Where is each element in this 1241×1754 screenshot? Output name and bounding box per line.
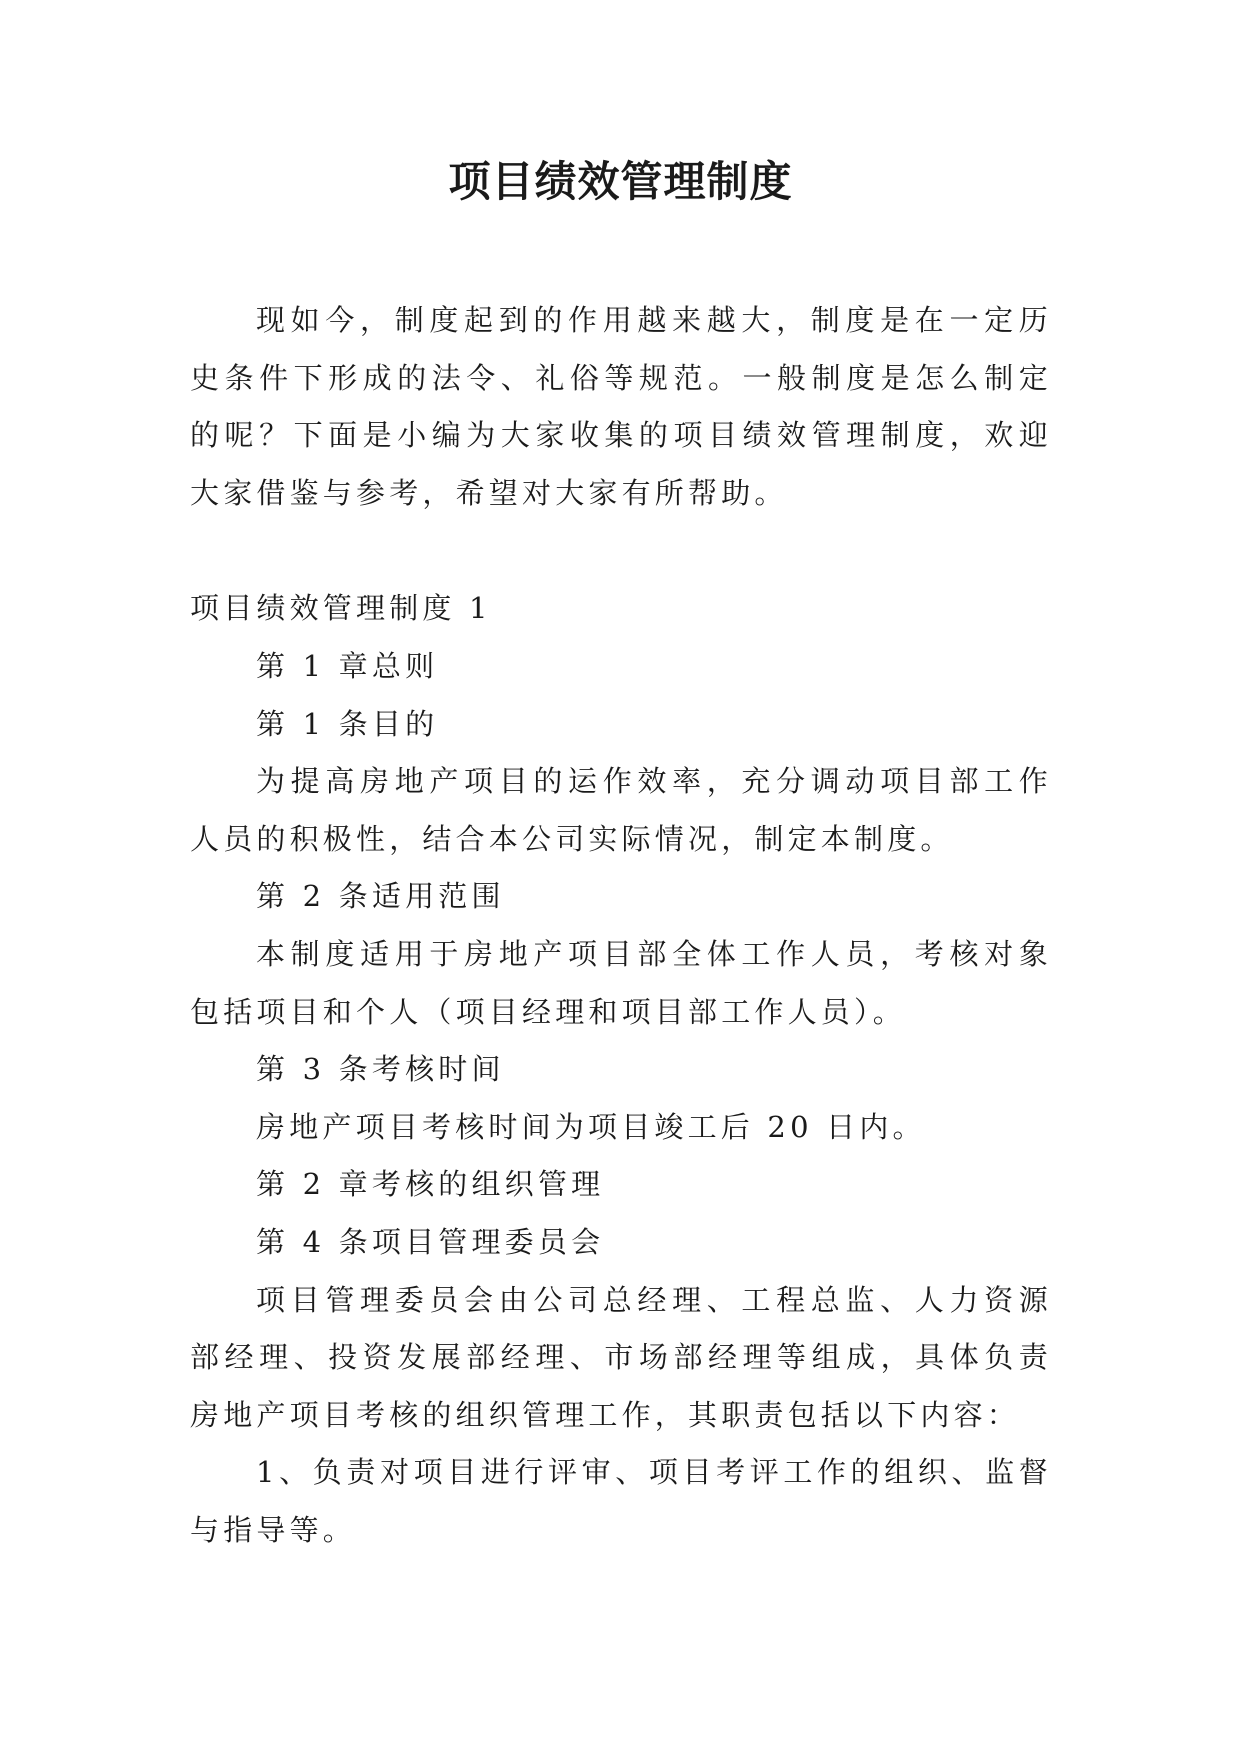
article-heading: 第 4 条项目管理委员会 (256, 1224, 605, 1259)
article-paragraph: 项目管理委员会由公司总经理、工程总监、人力资源部经理、投资发展部经理、市场部经理等组成，具体负责房地产项目考核的组织管理工作，其职责包括以下内容： (190, 1282, 1052, 1432)
chapter-heading: 第 2 章考核的组织管理 (256, 1167, 605, 1202)
document-body (190, 292, 1052, 1559)
article-paragraph: 本制度适用于房地产项目部全体工作人员，考核对象包括项目和个人（项目经理和项目部工作人员）。 (190, 936, 1052, 1029)
article-paragraph: 房地产项目考核时间为项目竣工后 20 日内。 (256, 1109, 926, 1144)
chapter-heading: 第 1 章总则 (256, 648, 439, 683)
document-title: 项目绩效管理制度 (448, 157, 793, 206)
article-heading: 第 3 条考核时间 (256, 1052, 505, 1087)
article-paragraph: 为提高房地产项目的运作效率，充分调动项目部工作人员的积极性，结合本公司实际情况，制定本制度。 (190, 764, 1052, 856)
list-item: 1、负责对项目进行评审、项目考评工作的组织、监督与指导等。 (190, 1455, 1052, 1547)
article-heading: 第 1 条目的 (256, 706, 439, 741)
section-title: 项目绩效管理制度 1 (190, 591, 492, 626)
article-heading: 第 2 条适用范围 (256, 879, 505, 914)
intro-paragraph: 现如今，制度起到的作用越来越大，制度是在一定历史条件下形成的法令、礼俗等规范。一般制度是怎么制定的呢？下面是小编为大家收集的项目绩效管理制度，欢迎大家借鉴与参考，希望对大家有所帮助。 (190, 303, 1052, 510)
